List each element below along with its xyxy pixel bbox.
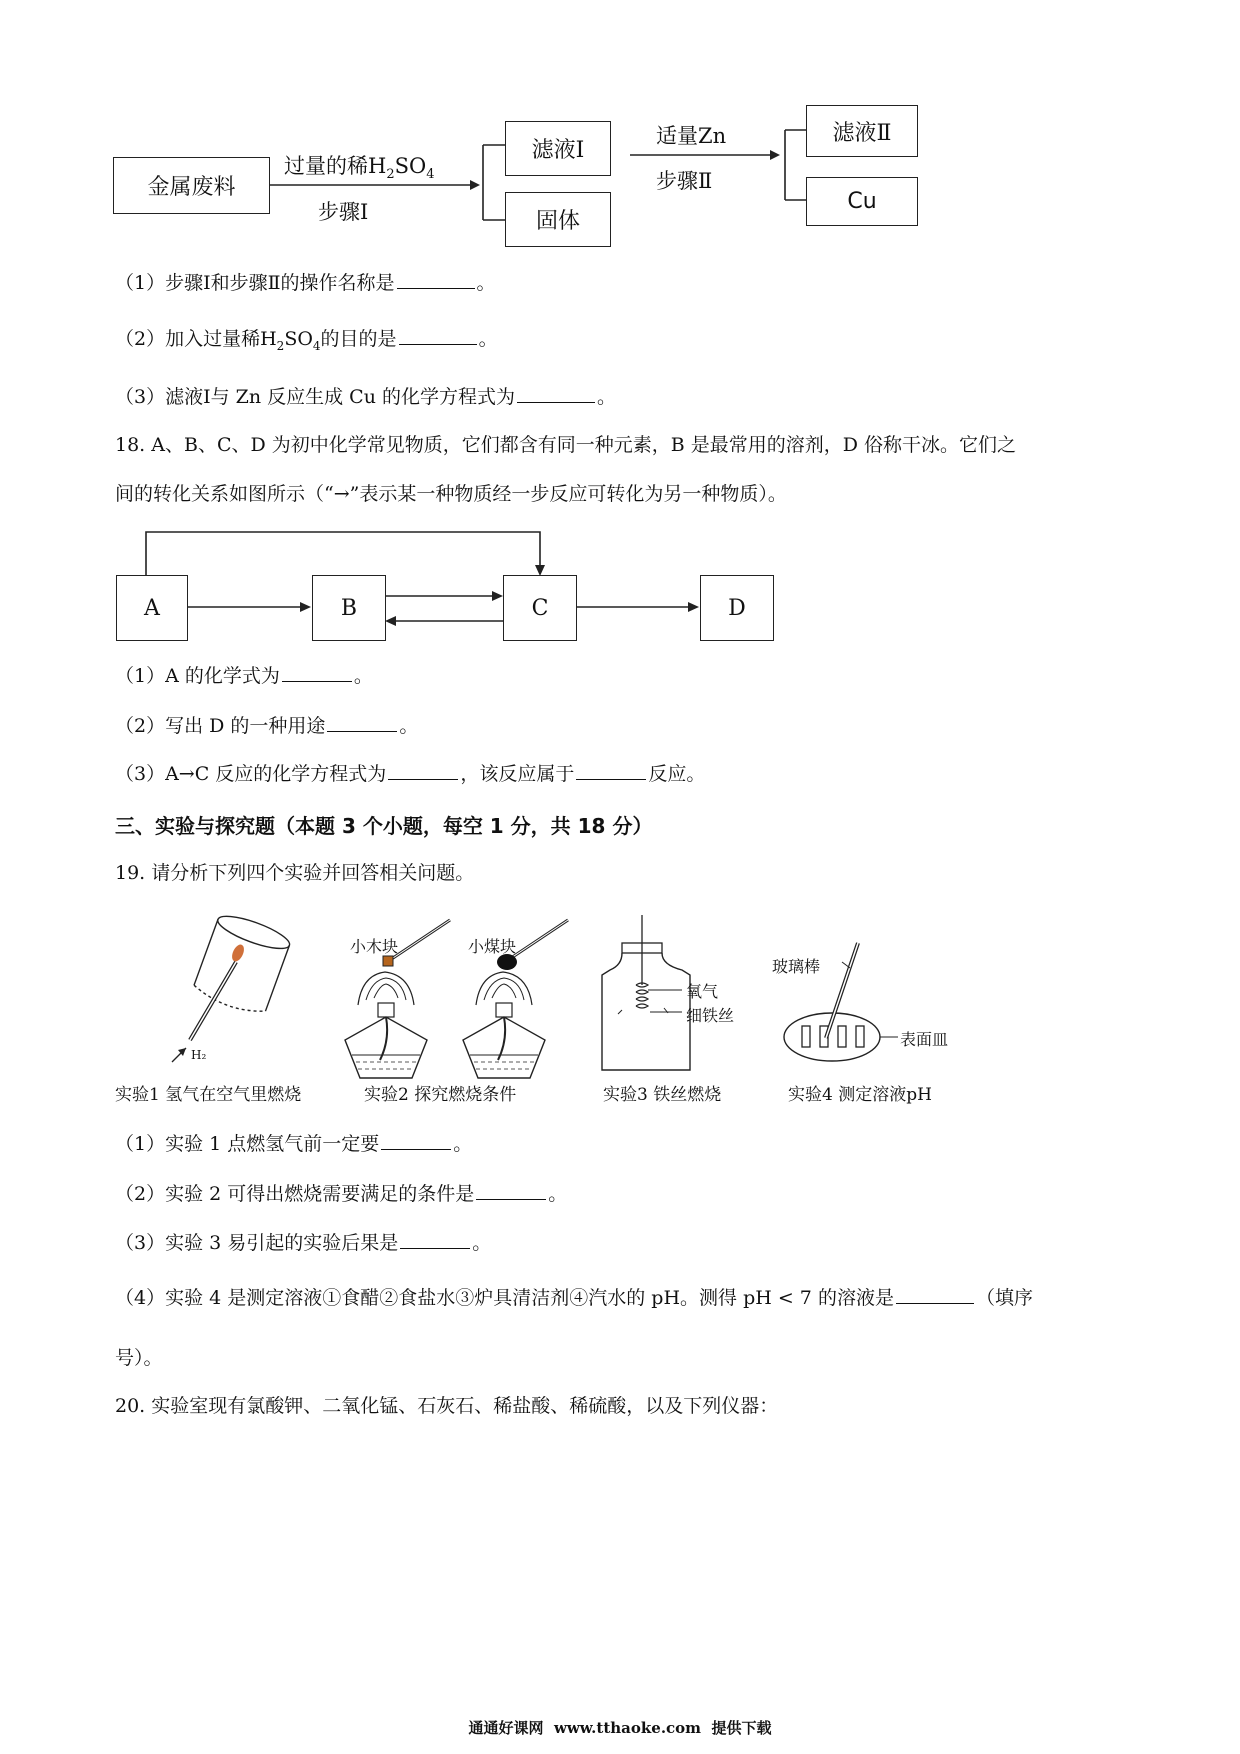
label-oxygen: 氧气	[686, 982, 719, 1001]
label-small-wood: 小木块	[350, 937, 399, 956]
flow-box-metal-scrap-label: 金属废料	[147, 175, 236, 200]
section-3-title: 三、实验与探究题（本题 3 个小题，每空 1 分，共 18 分）	[115, 814, 653, 838]
q17-part3: （3）滤液Ⅰ与 Zn 反应生成 Cu 的化学方程式为 。	[115, 386, 616, 408]
flow-box-solid: 固体	[505, 192, 611, 247]
caption-experiment2: 实验2 探究燃烧条件	[364, 1085, 517, 1105]
q20-stem: 20. 实验室现有氯酸钾、二氧化锰、石灰石、稀盐酸、稀硫酸，以及下列仪器：	[115, 1395, 779, 1417]
label-watch-glass: 表面皿	[900, 1030, 949, 1049]
q18-part3: （3）A→C 反应的化学方程式为 ，该反应属于 反应。	[115, 763, 706, 785]
q19-part4-line2: 号）。	[115, 1347, 163, 1369]
label-small-coal: 小煤块	[468, 937, 517, 956]
node-c: C	[503, 575, 577, 641]
caption-experiment1: 实验1 氢气在空气里燃烧	[115, 1085, 302, 1105]
node-b: B	[312, 575, 386, 641]
flow-box-metal-scrap	[113, 157, 270, 214]
q19-part2: （2）实验 2 可得出燃烧需要满足的条件是 。	[115, 1183, 568, 1205]
flow-box-filtrate1: 滤液Ⅰ	[505, 121, 611, 176]
arrow2-top-label: 适量Zn	[656, 124, 727, 148]
q19-part3: （3）实验 3 易引起的实验后果是 。	[115, 1232, 492, 1254]
arrow2-bottom-label: 步骤Ⅱ	[656, 169, 713, 193]
q19-part1: （1）实验 1 点燃氢气前一定要 。	[115, 1133, 473, 1155]
q17-part2: （2）加入过量稀$H_2SO_4$的目的是 。	[115, 328, 498, 353]
q19-stem: 19. 请分析下列四个实验并回答相关问题。	[115, 862, 475, 884]
ph-condition: pH < 7	[743, 1287, 812, 1309]
label-glass-rod: 玻璃棒	[772, 957, 821, 976]
q17-part1: （1）步骤Ⅰ和步骤Ⅱ的操作名称是 。	[115, 272, 496, 294]
label-iron-wire: 细铁丝	[686, 1006, 735, 1025]
footer-watermark: 通通好课网 www.tthaoke.com 提供下载	[468, 1719, 772, 1737]
q18-stem-line1: 18. A、B、C、D 为初中化学常见物质，它们都含有同一种元素，B 是最常用的溶剂，D 俗称干冰。它们之	[115, 434, 1017, 456]
q18-part2: （2）写出 D 的一种用途 。	[115, 715, 419, 737]
caption-experiment3: 实验3 铁丝燃烧	[603, 1085, 722, 1105]
q18-stem-line2: 间的转化关系如图所示（“→”表示某一种物质经一步反应可转化为另一种物质）。	[115, 483, 787, 505]
arrow1-top-label: 过量的稀$H_2SO_4$	[284, 154, 435, 183]
q18-part1: （1）A 的化学式为 。	[115, 665, 373, 687]
q19-part4-line1: （4）实验 4 是测定溶液①食醋②食盐水③炉具清洁剂④汽水的 pH。测得 pH < 7 的溶液是 （填序	[115, 1287, 1033, 1309]
experiment3-illustration	[602, 915, 690, 1070]
flow-box-cu: Cu	[806, 177, 918, 226]
flow-box-filtrate2: 滤液Ⅱ	[806, 105, 918, 157]
node-d: D	[700, 575, 774, 641]
caption-experiment4: 实验4 测定溶液pH	[788, 1085, 932, 1105]
node-a: A	[116, 575, 188, 641]
label-h2: H₂	[191, 1048, 207, 1062]
experiment1-illustration	[172, 910, 293, 1062]
arrow1-bottom-label: 步骤Ⅰ	[318, 200, 369, 224]
